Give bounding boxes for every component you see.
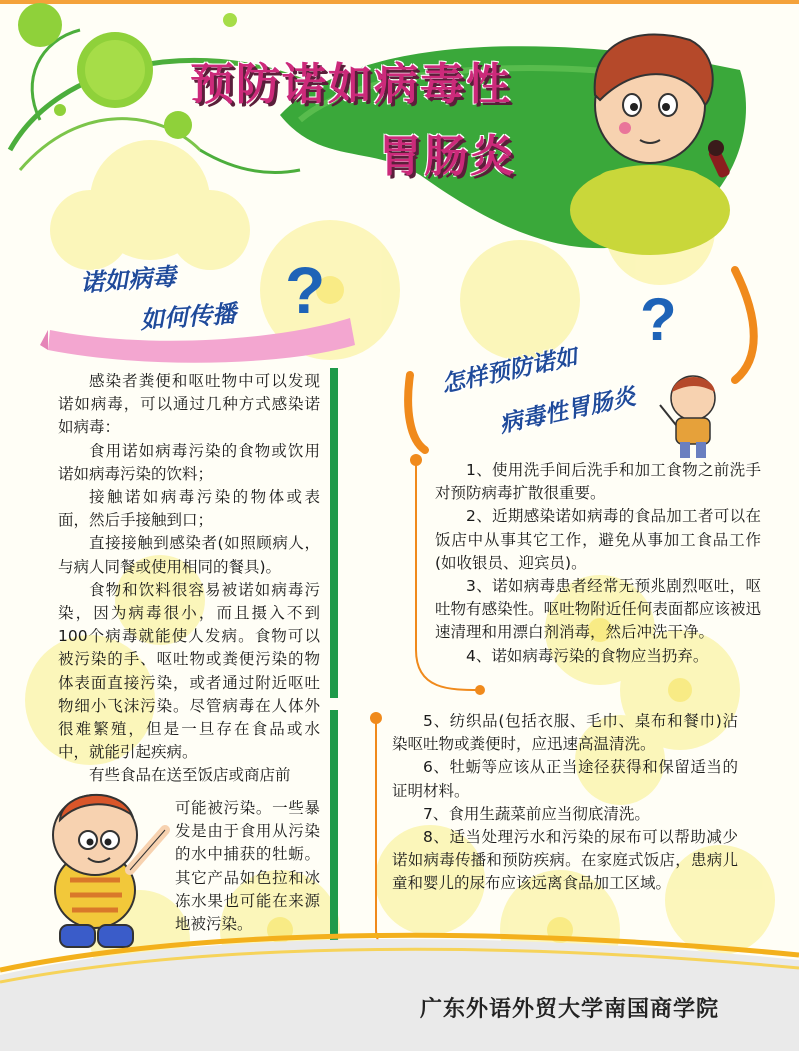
small-cartoon-man (660, 376, 715, 458)
right-heading-line2: 病毒性胃肠炎 (497, 383, 638, 439)
paragraph: 接触诺如病毒污染的物体或表面，然后手接触到口； (58, 488, 320, 530)
list-item: 2、近期感染诺如病毒的食品加工者可以在饭店中从事其它工作，避免从事加工食品工作(如收银员、迎宾员)。 (435, 507, 761, 572)
paragraph: 可能被污染。一些暴发是由于食用从污染的水中捕获的牡蛎。其它产品如色拉和冰冻水果也可能在来源地被污染。 (175, 799, 320, 934)
paragraph: 直接接触到感染者(如照顾病人，与病人同餐或使用相同的餐具)。 (58, 534, 320, 576)
list-item: 7、食用生蔬菜前应当彻底清洗。 (423, 804, 650, 823)
page-title-line1: 预防诺如病毒性 (190, 59, 512, 110)
list-item: 5、纺织品(包括衣服、毛巾、桌布和餐巾)沾染呕吐物或粪便时，应迅速高温清洗。 (392, 712, 738, 754)
footer-institution: 广东外语外贸大学南国商学院 (420, 996, 720, 1022)
page-title-line2: 胃肠炎 (378, 131, 516, 182)
left-heading-line2: 如何传播 (139, 299, 238, 335)
left-heading-line1: 诺如病毒 (79, 262, 178, 298)
list-item: 8、适当处理污水和污染的尿布可以帮助减少诺如病毒传播和预防疾病。在家庭式饭店，患病儿童和婴儿的尿布应该远离食品加工区域。 (392, 828, 738, 893)
right-body-text (435, 459, 761, 668)
question-mark-icon: ? (640, 286, 677, 353)
paragraph: 食用诺如病毒污染的食物或饮用诺如病毒污染的饮料； (58, 441, 320, 483)
left-body-text (58, 370, 320, 788)
list-item: 6、牡蛎等应该从正当途径获得和保留适当的证明材料。 (392, 758, 738, 800)
list-item: 1、使用洗手间后洗手和加工食物之前洗手对预防病毒扩散很重要。 (435, 461, 761, 503)
paragraph: 有些食品在送至饭店或商店前 (89, 766, 291, 785)
list-item: 3、诺如病毒患者经常无预兆剧烈呕吐，呕吐物有感染性。呕吐物附近任何表面都应该被迅速清理和用漂白剂消毒，然后冲洗干净。 (435, 577, 761, 642)
list-item: 4、诺如病毒污染的食物应当扔弃。 (466, 646, 709, 665)
left-body-text-continued (175, 797, 320, 936)
paragraph: 感染者粪便和呕吐物中可以发现诺如病毒，可以通过几种方式感染诺如病毒： (58, 372, 320, 437)
question-mark-icon: ? (285, 253, 326, 327)
paragraph: 食物和饮料很容易被诺如病毒污染，因为病毒很小，而且摄入不到100个病毒就能使人发病。食物可以被污染的手、呕吐物或粪便污染的物体表面直接污染，或者通过附近呕吐物细小飞沫污染。尽管病毒在人体外很难繁殖，但是一旦存在食品或水中，就能引起疾病。 (58, 580, 320, 762)
right-heading-line1: 怎样预防诺如 (439, 343, 580, 399)
right-body-text-continued (392, 710, 738, 896)
